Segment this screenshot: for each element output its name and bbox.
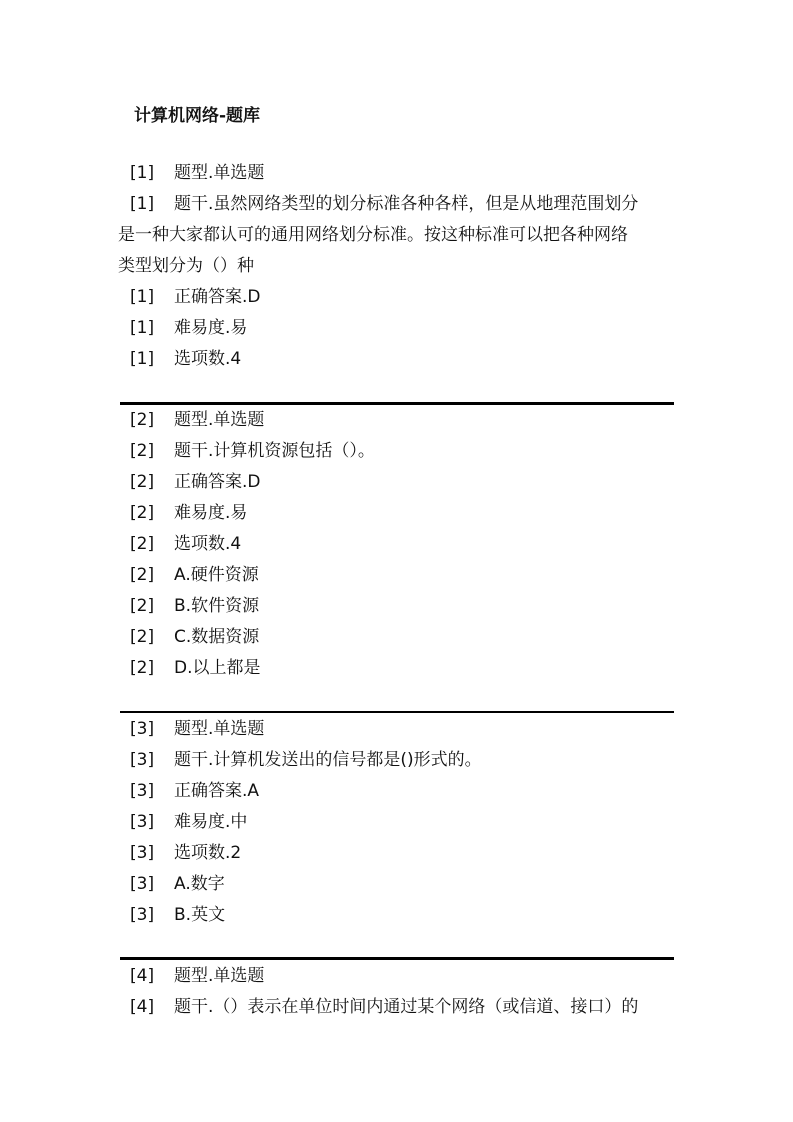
q3-options-count: 选项数.2: [174, 843, 242, 863]
q2-option-d: D.以上都是: [174, 658, 261, 678]
q2-tag: [2]: [130, 472, 155, 492]
q1-tag: [1]: [130, 194, 155, 214]
page-title: 计算机网络-题库: [134, 106, 261, 126]
q1-stem-line-2: 是一种大家都认可的通用网络划分标准。按这种标准可以把各种网络: [118, 225, 628, 245]
q4-tag: [4]: [130, 997, 155, 1017]
q2-options-count: 选项数.4: [174, 534, 242, 554]
q2-option-c: C.数据资源: [174, 627, 260, 647]
q1-tag: [1]: [130, 163, 155, 183]
q2-option-b: B.软件资源: [174, 596, 260, 616]
q3-tag: [3]: [130, 750, 155, 770]
q1-tag: [1]: [130, 287, 155, 307]
q1-difficulty: 难易度.易: [174, 318, 248, 338]
q2-tag: [2]: [130, 534, 155, 554]
q4-stem: 题干.（）表示在单位时间内通过某个网络（或信道、接口）的: [174, 997, 639, 1017]
q3-tag: [3]: [130, 843, 155, 863]
q2-tag: [2]: [130, 410, 155, 430]
divider: [120, 957, 674, 960]
q3-difficulty: 难易度.中: [174, 812, 248, 832]
q1-stem-line-3: 类型划分为（）种: [118, 256, 254, 276]
q1-options-count: 选项数.4: [174, 349, 242, 369]
q2-type: 题型.单选题: [174, 410, 265, 430]
q2-tag: [2]: [130, 596, 155, 616]
q3-tag: [3]: [130, 905, 155, 925]
q2-tag: [2]: [130, 503, 155, 523]
q1-stem-line-1: 题干.虽然网络类型的划分标准各种各样，但是从地理范围划分: [174, 194, 639, 214]
q1-answer: 正确答案.D: [174, 287, 261, 307]
q3-stem: 题干.计算机发送出的信号都是()形式的。: [174, 750, 482, 770]
q2-option-a: A.硬件资源: [174, 565, 259, 585]
q2-tag: [2]: [130, 627, 155, 647]
q3-option-b: B.英文: [174, 905, 226, 925]
q1-tag: [1]: [130, 349, 155, 369]
q3-type: 题型.单选题: [174, 719, 265, 739]
q4-type: 题型.单选题: [174, 966, 265, 986]
q3-answer: 正确答案.A: [174, 781, 260, 801]
q2-tag: [2]: [130, 658, 155, 678]
q3-option-a: A.数字: [174, 874, 225, 894]
q2-answer: 正确答案.D: [174, 472, 261, 492]
q4-tag: [4]: [130, 966, 155, 986]
q2-tag: [2]: [130, 565, 155, 585]
q3-tag: [3]: [130, 874, 155, 894]
q3-tag: [3]: [130, 812, 155, 832]
divider: [120, 711, 674, 713]
q2-tag: [2]: [130, 441, 155, 461]
q3-tag: [3]: [130, 781, 155, 801]
q1-type: 题型.单选题: [174, 163, 265, 183]
q2-difficulty: 难易度.易: [174, 503, 248, 523]
q2-stem: 题干.计算机资源包括（）。: [174, 441, 375, 461]
q3-tag: [3]: [130, 719, 155, 739]
q1-tag: [1]: [130, 318, 155, 338]
